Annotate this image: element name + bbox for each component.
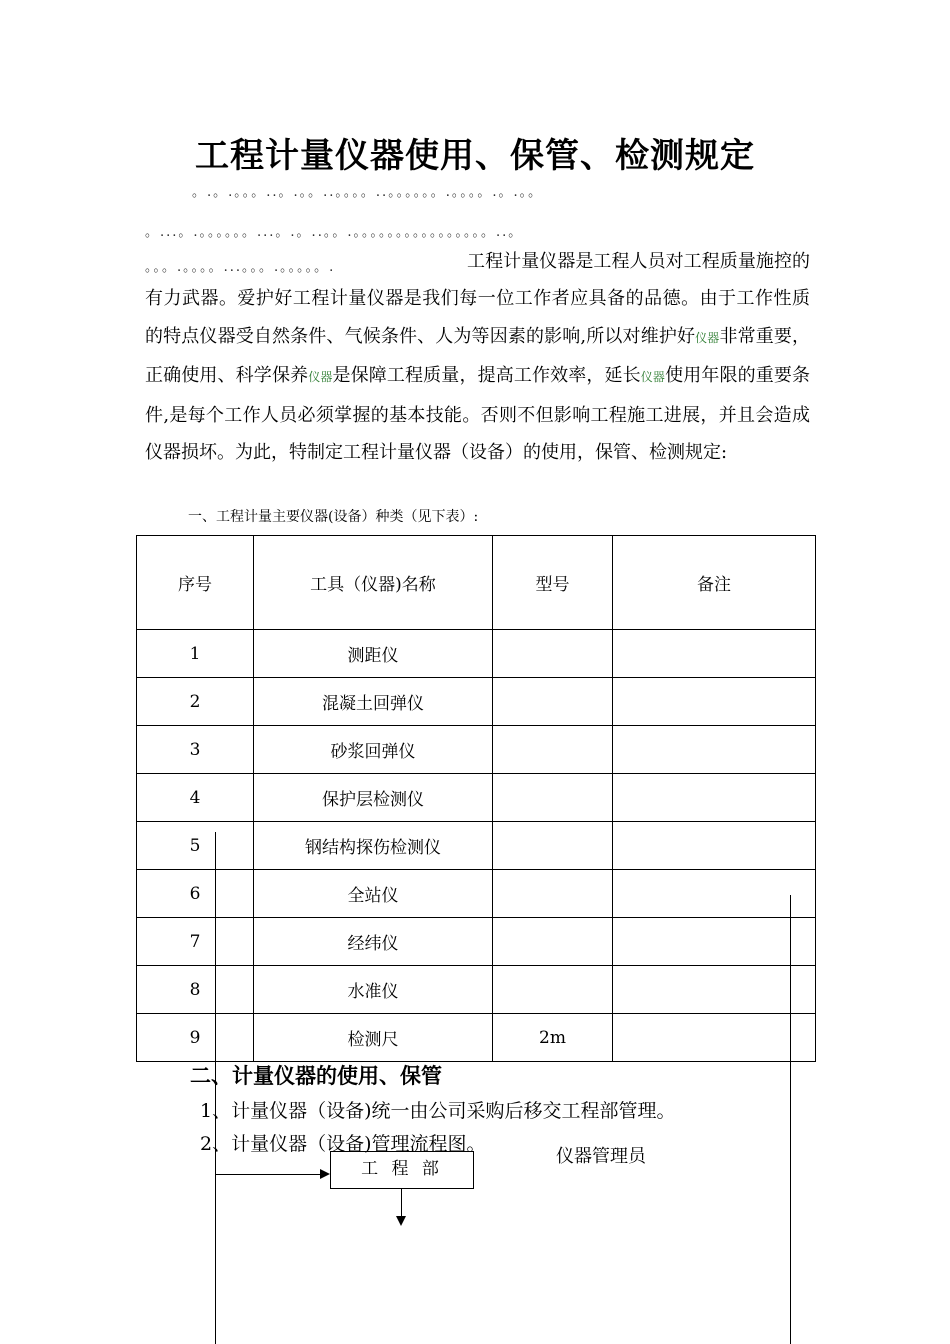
cell-remarks bbox=[613, 774, 816, 822]
cell-remarks bbox=[613, 870, 816, 918]
intro-paragraph bbox=[145, 243, 810, 471]
highlight-instrument-2: 仪器 bbox=[308, 370, 333, 385]
cell-model bbox=[493, 630, 613, 678]
cell-remarks bbox=[613, 918, 816, 966]
cell-serial: 6 bbox=[137, 870, 254, 918]
cell-model bbox=[493, 822, 613, 870]
header-serial: 序号 bbox=[137, 536, 254, 630]
table-row bbox=[137, 966, 816, 1014]
section-2-heading: 二、计量仪器的使用、保管 bbox=[190, 1064, 442, 1088]
section-1-heading: 一、工程计量主要仪器(设备）种类（见下表）: bbox=[188, 509, 479, 525]
flowchart-manager-label: 仪器管理员 bbox=[556, 1146, 646, 1167]
instrument-table bbox=[136, 535, 816, 1062]
list-item: 2、计量仪器（设备)管理流程图。 bbox=[200, 1133, 486, 1155]
cell-name: 砂浆回弹仪 bbox=[254, 726, 493, 774]
cell-remarks bbox=[613, 822, 816, 870]
cell-name: 钢结构探伤检测仪 bbox=[254, 822, 493, 870]
intro-part-2: 非常重要，正确使用、科学保养 bbox=[145, 325, 811, 387]
cell-serial: 9 bbox=[137, 1014, 254, 1062]
cell-serial: 2 bbox=[137, 678, 254, 726]
table-row bbox=[137, 726, 816, 774]
intro-part-1: 工程计量仪器是工程人员对工程质量施控的有力武器。爱护好工程计量仪器是我们每一位工作者应具备的品德。由于工作性质的特点仪器受自然条件、气候条件、人为等因素的影响,所以对维护好 bbox=[145, 251, 810, 347]
dot-line-2: 。...。.。。。。。。...。.。..。。.。。。。。。。。。。。。。。。。..。 bbox=[145, 225, 524, 240]
header-name: 工具（仪器)名称 bbox=[254, 536, 493, 630]
cell-name: 混凝土回弹仪 bbox=[254, 678, 493, 726]
header-model: 型号 bbox=[493, 536, 613, 630]
flowchart-engineering-dept-box: 工 程 部 bbox=[330, 1151, 474, 1189]
highlight-instrument-1: 仪器 bbox=[695, 330, 720, 345]
intro-part-4: 使用年限的重要条件,是每个工作人员必须掌握的基本技能。否则不但影响工程施工进展，并且会造成仪器损坏。为此，特制定工程计量仪器（设备）的使用，保管、检测规定: bbox=[145, 365, 811, 464]
arrow-down-icon bbox=[396, 1216, 406, 1226]
cell-remarks bbox=[613, 678, 816, 726]
cell-remarks bbox=[613, 630, 816, 678]
table-row bbox=[137, 1014, 816, 1062]
highlight-instrument-3: 仪器 bbox=[640, 370, 666, 385]
page-title: 工程计量仪器使用、保管、检测规定 bbox=[195, 136, 755, 176]
cell-name: 水准仪 bbox=[254, 966, 493, 1014]
cell-name: 经纬仪 bbox=[254, 918, 493, 966]
cell-model: 2m bbox=[493, 1014, 613, 1062]
cell-model bbox=[493, 678, 613, 726]
dot-line-1: 。.。.。。。..。.。。..。。。。..。。。。。。.。。。。.。.。。 bbox=[192, 185, 544, 200]
table-header-row bbox=[137, 536, 816, 630]
cell-name: 检测尺 bbox=[254, 1014, 493, 1062]
cell-remarks bbox=[613, 726, 816, 774]
cell-model bbox=[493, 918, 613, 966]
cell-serial: 4 bbox=[137, 774, 254, 822]
cell-serial: 5 bbox=[137, 822, 254, 870]
intro-part-3: 是保障工程质量，提高工作效率，延长 bbox=[332, 365, 641, 387]
cell-model bbox=[493, 774, 613, 822]
cell-model bbox=[493, 726, 613, 774]
table-row bbox=[137, 870, 816, 918]
cell-name: 测距仪 bbox=[254, 630, 493, 678]
cell-serial: 1 bbox=[137, 630, 254, 678]
cell-serial: 8 bbox=[137, 966, 254, 1014]
cell-serial: 7 bbox=[137, 918, 254, 966]
cell-remarks bbox=[613, 966, 816, 1014]
header-remarks: 备注 bbox=[613, 536, 816, 630]
table-row bbox=[137, 630, 816, 678]
table-row bbox=[137, 822, 816, 870]
flowchart-down-line bbox=[401, 1188, 402, 1216]
cell-name: 保护层检测仪 bbox=[254, 774, 493, 822]
cell-name: 全站仪 bbox=[254, 870, 493, 918]
table-row bbox=[137, 678, 816, 726]
table-row bbox=[137, 774, 816, 822]
cell-model bbox=[493, 870, 613, 918]
cell-model bbox=[493, 966, 613, 1014]
flowchart-arrow-line bbox=[216, 1174, 320, 1175]
cell-serial: 3 bbox=[137, 726, 254, 774]
flowchart-left-line bbox=[215, 832, 216, 1344]
list-item: 1、计量仪器（设备)统一由公司采购后移交工程部管理。 bbox=[200, 1100, 676, 1122]
dot-line-3: 。。。.。。。。...。。。.。。。。。. bbox=[145, 260, 336, 275]
cell-remarks bbox=[613, 1014, 816, 1062]
flowchart-right-line bbox=[790, 895, 791, 1344]
arrow-right-icon bbox=[320, 1169, 330, 1179]
table-row bbox=[137, 918, 816, 966]
